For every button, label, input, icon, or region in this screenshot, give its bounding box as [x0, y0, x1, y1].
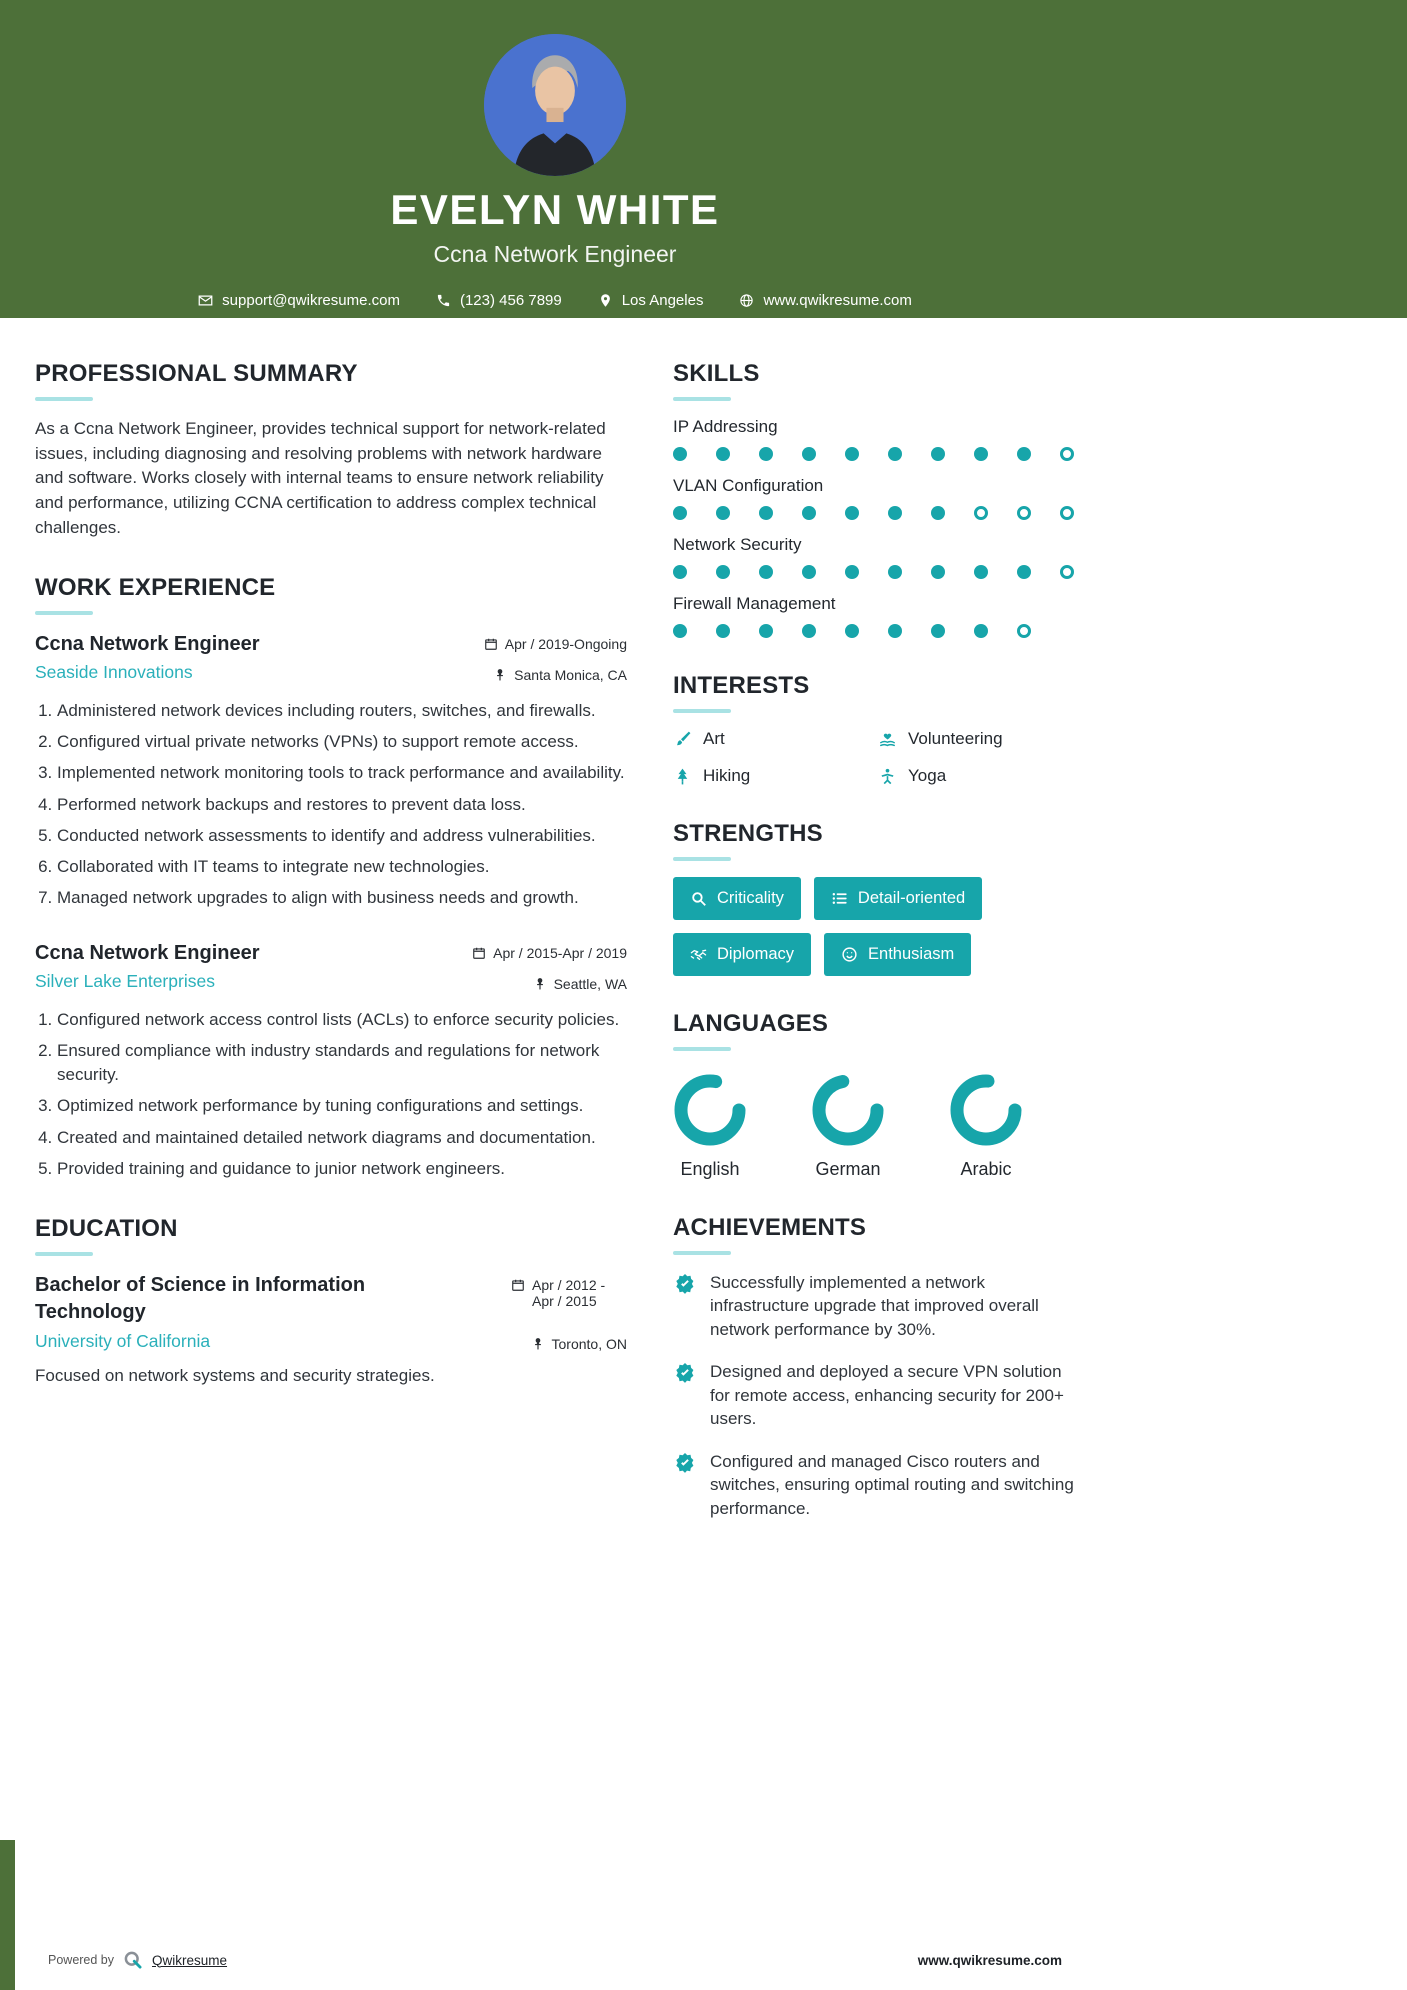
job-bullet: 3. Optimized network performance by tuning configurations and settings. [57, 1094, 627, 1118]
achievement-text: Configured and managed Cisco routers and switches, ensuring optimal routing and switching performance. [710, 1451, 1074, 1518]
language-label: German [815, 1159, 881, 1179]
education-note: Focused on network systems and security strategies. [35, 1365, 435, 1385]
person-name: EVELYN WHITE [390, 186, 720, 233]
powered-by-label: Powered by [48, 1953, 115, 1967]
medal-icon [673, 1450, 697, 1520]
header [0, 0, 1407, 318]
medal-icon [673, 1271, 697, 1341]
strength-label: Enthusiasm [868, 945, 955, 963]
skill-dot [888, 506, 902, 520]
profile-photo [484, 34, 626, 176]
interests-heading: INTERESTS [673, 672, 1085, 713]
education-location-text: Toronto, ON [551, 1335, 627, 1352]
skill-dot [673, 565, 687, 579]
achievement-item [673, 1360, 1085, 1430]
avatar [484, 34, 626, 176]
skill-dot [931, 565, 945, 579]
company-name: Seaside Innovations [35, 662, 193, 683]
achievements-heading: ACHIEVEMENTS [673, 1214, 1085, 1255]
summary-heading: PROFESSIONAL SUMMARY [35, 360, 627, 401]
strength-label: Detail-oriented [857, 889, 966, 907]
right-column [673, 360, 1085, 1554]
interest-label: Hiking [703, 766, 751, 785]
strength-badge [673, 933, 811, 976]
skill-dot [1060, 506, 1074, 520]
skills-heading: SKILLS [673, 360, 1085, 401]
skill-dot [888, 447, 902, 461]
job-bullet: 5. Provided training and guidance to junior network engineers. [57, 1157, 627, 1181]
contact-phone [436, 292, 562, 309]
powered-by [48, 1950, 227, 1970]
languages-list [673, 1073, 1085, 1180]
job-bullet: 1. Configured network access control lists (ACLs) to enforce security policies. [57, 1008, 627, 1032]
interest-item [878, 766, 1085, 786]
work-section [35, 574, 627, 1181]
skill-name: Network Security [673, 535, 802, 554]
skill-dot [974, 624, 988, 638]
skill-item [673, 594, 1085, 638]
achievement-item [673, 1271, 1085, 1341]
skill-name: Firewall Management [673, 594, 836, 613]
language-ring [673, 1073, 747, 1147]
contact-globe[interactable] [739, 292, 911, 309]
interests-list [673, 729, 1085, 786]
language-item [811, 1073, 885, 1180]
skill-dot [716, 624, 730, 638]
skill-dot [759, 624, 773, 638]
job-bullet: 2. Ensured compliance with industry standards and regulations for network security. [57, 1039, 627, 1087]
interest-label: Yoga [908, 766, 947, 785]
skill-dot [931, 447, 945, 461]
person-title: Ccna Network Engineer [433, 241, 677, 267]
skill-rating [673, 565, 1085, 579]
achievement-item [673, 1450, 1085, 1520]
content [0, 318, 1095, 1554]
languages-heading: LANGUAGES [673, 1010, 1085, 1051]
skill-dot [931, 506, 945, 520]
paintbrush-icon [673, 730, 692, 749]
job-bullet: 1. Administered network devices including routers, switches, and firewalls. [57, 699, 627, 723]
pin-icon [533, 976, 547, 991]
education-dates-text: Apr / 2012 - Apr / 2015 [532, 1276, 606, 1309]
search-icon [690, 890, 707, 907]
strength-badge [824, 933, 971, 976]
summary-section [35, 360, 627, 540]
skill-dot [931, 624, 945, 638]
contact-email[interactable] [198, 292, 400, 309]
pin-icon [531, 1336, 545, 1351]
job-entry [35, 631, 627, 910]
skills-section [673, 360, 1085, 638]
skill-name: IP Addressing [673, 417, 778, 436]
strengths-section [673, 820, 1085, 976]
calendar-icon [484, 636, 498, 651]
skill-dot [1017, 447, 1031, 461]
achievements-list [673, 1271, 1085, 1520]
job-bullets [35, 1008, 627, 1181]
degree-title: Bachelor of Science in Information Technology [35, 1273, 366, 1323]
achievement-text: Designed and deployed a secure VPN solution for remote access, enhancing security for 200+ users. [710, 1362, 1064, 1429]
job-dates: Apr / 2019-Ongoing [484, 631, 627, 652]
email-icon [198, 293, 213, 308]
yoga-icon [878, 767, 897, 786]
skill-dot [888, 624, 902, 638]
skill-dot [974, 506, 988, 520]
skill-dot [759, 565, 773, 579]
tree-icon [673, 767, 692, 786]
skill-item [673, 417, 1085, 461]
interest-item [673, 766, 878, 786]
skill-dot [802, 565, 816, 579]
skills-list [673, 417, 1085, 638]
job-entry [35, 940, 627, 1181]
skill-dot [673, 624, 687, 638]
qwikresume-logo-icon [123, 1950, 143, 1970]
volunteering-icon [878, 730, 897, 749]
skill-dot [845, 506, 859, 520]
job-bullet: 3. Implemented network monitoring tools to track performance and availability. [57, 761, 627, 785]
interests-section [673, 672, 1085, 786]
skill-dot [1060, 565, 1074, 579]
language-item [673, 1073, 747, 1180]
contact-text: www.qwikresume.com [763, 292, 912, 309]
skill-dot [759, 447, 773, 461]
skill-dot [845, 565, 859, 579]
corner-accent-strip [0, 1840, 15, 1990]
education-section [35, 1215, 627, 1386]
phone-icon [436, 293, 451, 308]
skill-dot [673, 506, 687, 520]
qwikresume-link[interactable]: Qwikresume [152, 1952, 228, 1968]
skill-dot [716, 565, 730, 579]
job-bullet: 7. Managed network upgrades to align with business needs and growth. [57, 886, 627, 910]
interest-label: Art [703, 729, 725, 748]
language-item [949, 1073, 1023, 1180]
language-ring [949, 1073, 1023, 1147]
pin-icon [493, 667, 507, 682]
contact-text: Los Angeles [621, 292, 704, 309]
languages-section [673, 1010, 1085, 1180]
smiley-icon [841, 946, 858, 963]
skill-dot [845, 624, 859, 638]
education-heading: EDUCATION [35, 1215, 627, 1256]
footer [48, 1950, 1062, 1970]
job-bullet: 4. Created and maintained detailed network diagrams and documentation. [57, 1126, 627, 1150]
strengths-heading: STRENGTHS [673, 820, 1085, 861]
left-column [35, 360, 627, 1554]
strength-badge [814, 877, 982, 920]
education-location [531, 1331, 627, 1352]
skill-name: VLAN Configuration [673, 476, 824, 495]
skill-rating [673, 624, 1085, 638]
job-bullet: 2. Configured virtual private networks (VPNs) to support remote access. [57, 730, 627, 754]
contact-location [598, 292, 704, 309]
calendar-icon [472, 945, 486, 960]
skill-rating [673, 447, 1085, 461]
list-icon [831, 890, 848, 907]
work-heading: WORK EXPERIENCE [35, 574, 627, 615]
interest-label: Volunteering [908, 729, 1003, 748]
contact-text: (123) 456 7899 [459, 292, 562, 309]
company-name: Silver Lake Enterprises [35, 971, 215, 992]
school-name: University of California [35, 1330, 211, 1351]
skill-dot [888, 565, 902, 579]
strength-label: Diplomacy [717, 945, 795, 963]
skill-dot [845, 447, 859, 461]
handshake-icon [690, 946, 707, 963]
education-dates [511, 1272, 627, 1309]
skill-dot [1017, 506, 1031, 520]
skill-item [673, 476, 1085, 520]
website-link[interactable]: www.qwikresume.com [917, 1952, 1062, 1968]
skill-dot [802, 447, 816, 461]
skill-dot [1060, 447, 1074, 461]
job-bullets [35, 699, 627, 910]
skill-dot [802, 624, 816, 638]
job-dates: Apr / 2015-Apr / 2019 [472, 940, 627, 961]
interest-item [878, 729, 1085, 749]
job-location: Santa Monica, CA [493, 662, 627, 683]
language-label: English [680, 1159, 740, 1179]
job-bullet: 6. Collaborated with IT teams to integrate new technologies. [57, 855, 627, 879]
job-location: Seattle, WA [533, 971, 627, 992]
header-inner [0, 0, 1110, 318]
language-ring [811, 1073, 885, 1147]
skill-rating [673, 506, 1085, 520]
skill-dot [974, 447, 988, 461]
job-bullet: 4. Performed network backups and restores to prevent data loss. [57, 793, 627, 817]
skill-dot [716, 447, 730, 461]
skill-dot [1017, 624, 1031, 638]
jobs [35, 631, 627, 1181]
interest-item [673, 729, 878, 749]
skill-dot [974, 565, 988, 579]
medal-icon [673, 1360, 697, 1430]
contact-row [198, 292, 912, 309]
job-title: Ccna Network Engineer [35, 942, 260, 965]
skill-item [673, 535, 1085, 579]
skill-dot [802, 506, 816, 520]
strength-badge [673, 877, 801, 920]
achievement-text: Successfully implemented a network infrastructure upgrade that improved overall network performance by 30%. [710, 1273, 1039, 1339]
skill-dot [759, 506, 773, 520]
location-icon [598, 293, 613, 308]
strength-label: Criticality [717, 889, 784, 907]
skill-dot [673, 447, 687, 461]
strengths-list [673, 877, 1085, 976]
job-bullet: 5. Conducted network assessments to identify and address vulnerabilities. [57, 824, 627, 848]
skill-dot [716, 506, 730, 520]
contact-text: support@qwikresume.com [222, 292, 400, 309]
calendar-icon [511, 1277, 525, 1292]
job-title: Ccna Network Engineer [35, 633, 260, 656]
globe-icon [739, 293, 754, 308]
summary-text: As a Ccna Network Engineer, provides technical support for network-related issues, including diagnosing and resolving problems with network hardware and software. Works closely with internal teams to ensure network reliability and performance, utilizing CCNA certification to address complex technical challenges. [35, 419, 606, 537]
achievements-section [673, 1214, 1085, 1520]
skill-dot [1017, 565, 1031, 579]
language-label: Arabic [960, 1159, 1012, 1179]
